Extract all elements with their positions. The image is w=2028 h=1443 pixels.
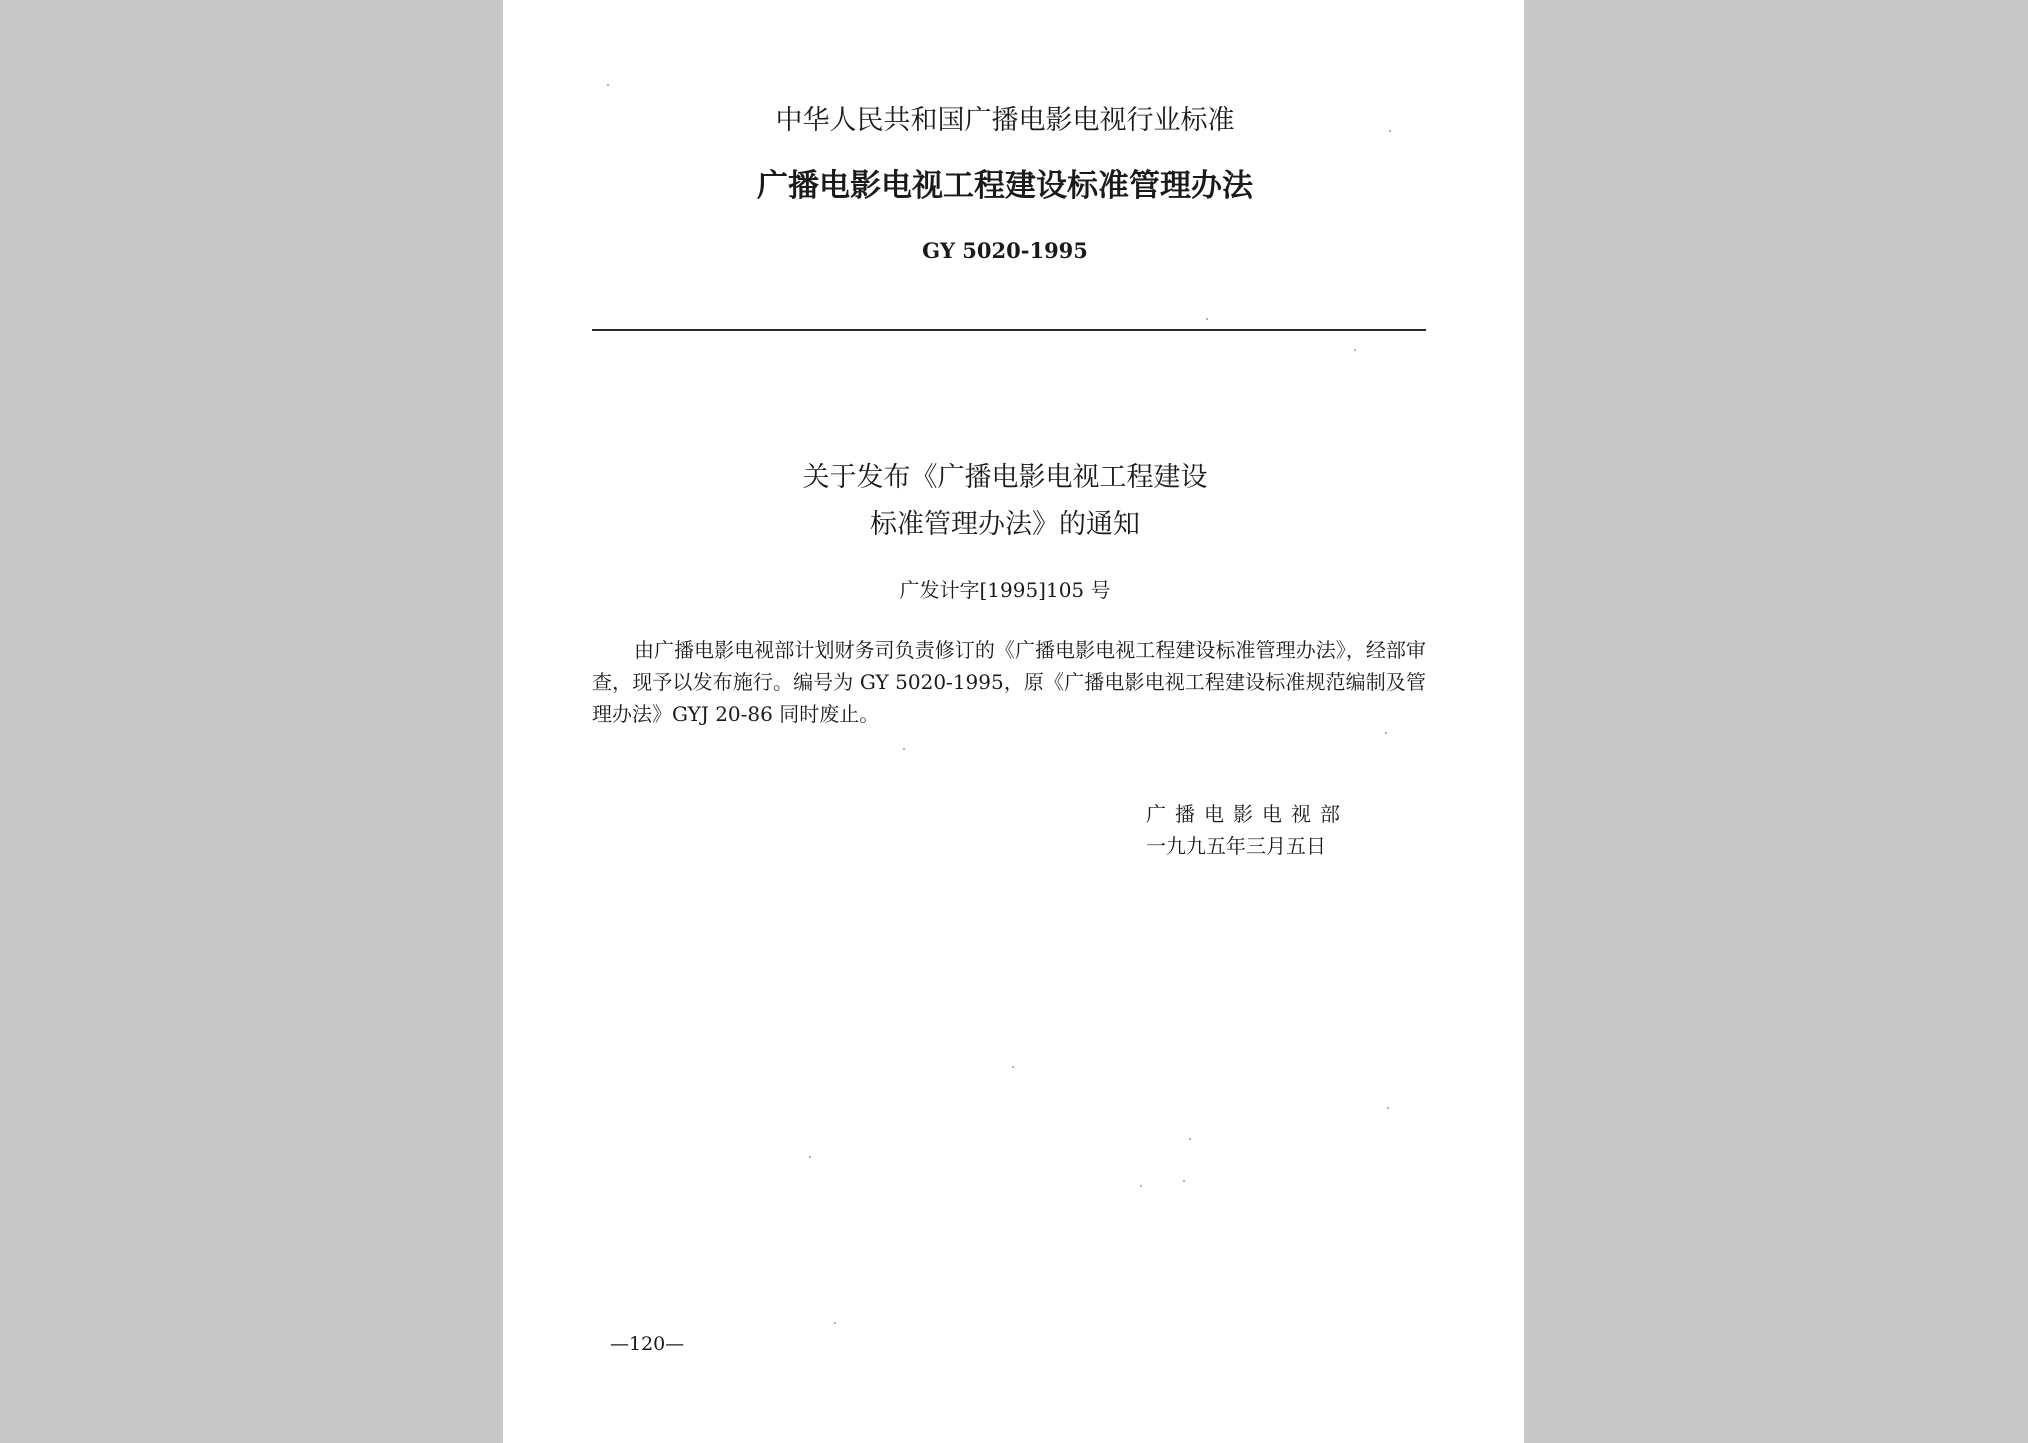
notice-title-line-2: 标准管理办法》的通知 bbox=[870, 509, 1140, 540]
scan-speck bbox=[1140, 1185, 1142, 1187]
scan-speck bbox=[1206, 318, 1208, 320]
notice-body: 由广播电影电视部计划财务司负责修订的《广播电影电视工程建设标准管理办法》，经部审查，现予以发布施行。编号为 GY 5020-1995，原《广播电影电视工程建设标准规范编制及管理办法》GYJ 20-86 同时废止。 bbox=[592, 638, 1426, 726]
signature-date: 一九九五年三月五日 bbox=[1146, 834, 1326, 858]
scan-speck bbox=[809, 1156, 811, 1158]
header-divider bbox=[592, 329, 1426, 331]
notice-document-number: 广发计字[1995]105 号 bbox=[899, 578, 1111, 602]
scan-speck bbox=[607, 84, 609, 86]
scan-speck bbox=[834, 1322, 836, 1324]
standard-title: 广播电影电视工程建设标准管理办法 bbox=[757, 168, 1253, 204]
scan-speck bbox=[1389, 130, 1391, 132]
standard-code: GY 5020-1995 bbox=[922, 238, 1088, 263]
standard-organization: 中华人民共和国广播电影电视行业标准 bbox=[775, 105, 1235, 136]
signature-department: 广播电影电视部 bbox=[1146, 802, 1349, 826]
scan-speck bbox=[1354, 349, 1356, 351]
scan-speck bbox=[903, 748, 905, 750]
scan-speck bbox=[1183, 1180, 1185, 1182]
scan-speck bbox=[1012, 1066, 1014, 1068]
scan-speck bbox=[1387, 1107, 1389, 1109]
scan-speck bbox=[1189, 1138, 1191, 1140]
document-page bbox=[503, 0, 1524, 1443]
scan-speck bbox=[1385, 732, 1387, 734]
page-number: —120— bbox=[610, 1333, 685, 1355]
notice-title-line-1: 关于发布《广播电影电视工程建设 bbox=[802, 462, 1208, 493]
